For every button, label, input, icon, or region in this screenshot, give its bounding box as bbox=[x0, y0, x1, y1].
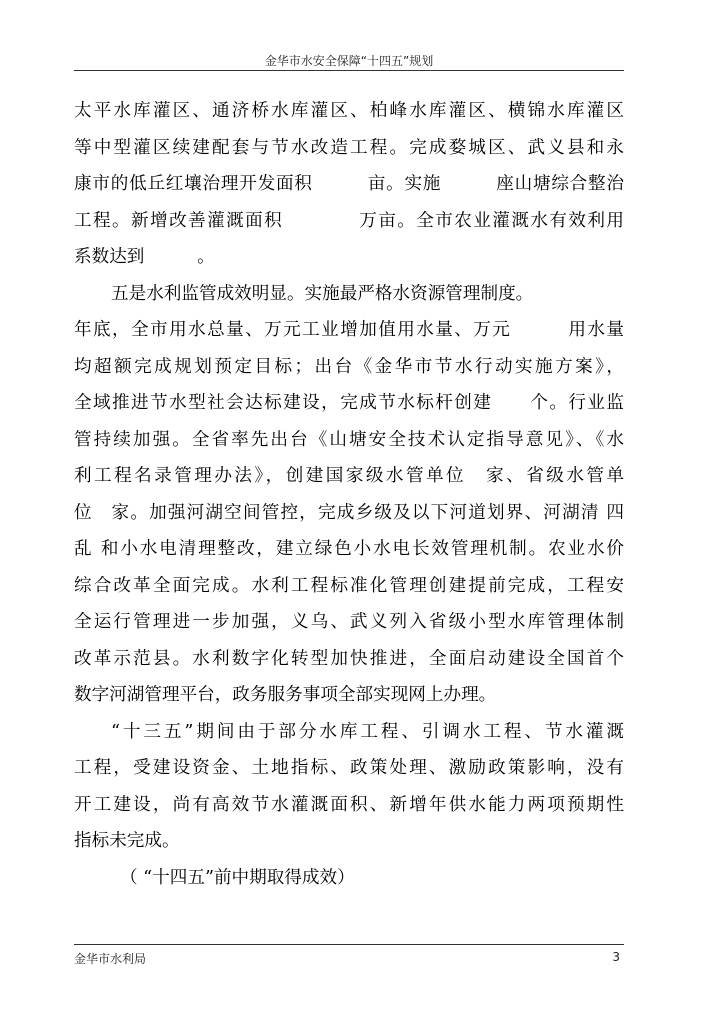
text-line: 位 家。加强河湖空间管控，完成乡级及以下河道划界、河湖清 四 bbox=[74, 502, 624, 523]
text-line: 指标未完成。 bbox=[74, 831, 180, 851]
text-line: 工程，受建设资金、土地指标、政策处理、激励政策影响，没有 bbox=[74, 758, 624, 778]
text-line: 开工建设，尚有高效节水灌溉面积、新增年供水能力两项预期性 bbox=[74, 794, 624, 815]
text-line: 全域推进节水型社会达标建设，完成节水标杆创建 个。行业监 bbox=[74, 393, 624, 413]
body-text bbox=[74, 93, 624, 896]
text-line: 康市的低丘红壤治理开发面积 亩。实施 座山塘综合整治 bbox=[74, 174, 624, 194]
header-divider bbox=[74, 70, 624, 71]
page-header-title: 金华市水安全保障“十四五”规划 bbox=[264, 54, 434, 68]
footer-divider bbox=[74, 944, 624, 945]
text-line: “十三五”期间由于部分水库工程、引调水工程、节水灌溉 bbox=[111, 721, 624, 742]
text-line: 管持续加强。全省率先出台《山塘安全技术认定指导意见》、《水 bbox=[74, 429, 624, 450]
text-line: 太平水库灌区、通济桥水库灌区、柏峰水库灌区、横锦水库灌区 bbox=[74, 101, 624, 121]
text-line: 年底，全市用水总量、万元工业增加值用水量、万元 用水量 bbox=[74, 320, 624, 340]
footer-organization: 金华市水利局 bbox=[74, 952, 147, 966]
section-heading-line: 五是水利监管成效明显。实施最严格水资源管理制度。 bbox=[111, 283, 534, 304]
text-line: 全运行管理进一步加强，义乌、武义列入省级小型水库管理体制 bbox=[74, 612, 624, 632]
text-line: 工程。新增改善灌溉面积 万亩。全市农业灌溉水有效利用 bbox=[74, 210, 624, 231]
text-line: 均超额完成规划预定目标；出台《金华市节水行动实施方案》， bbox=[74, 356, 624, 377]
subsection-heading-line: （ “十四五”前中期取得成效） bbox=[120, 867, 355, 888]
text-line: 改革示范县。水利数字化转型加快推进，全面启动建设全国首个 bbox=[74, 648, 624, 669]
text-line: 系数达到 。 bbox=[74, 247, 215, 267]
text-line: 乱 和小水电清理整改，建立绿色小水电长效管理机制。农业水价 bbox=[74, 539, 624, 559]
text-line: 等中型灌区续建配套与节水改造工程。完成婺城区、武义县和永 bbox=[74, 137, 624, 158]
text-line: 利工程名录管理办法》，创建国家级水管单位 家、省级水管单 bbox=[74, 466, 624, 486]
text-line: 综合改革全面完成。水利工程标准化管理创建提前完成，工程安 bbox=[74, 575, 624, 596]
text-line: 数字河湖管理平台，政务服务事项全部实现网上办理。 bbox=[74, 685, 497, 705]
page-number: 3 bbox=[612, 950, 620, 964]
